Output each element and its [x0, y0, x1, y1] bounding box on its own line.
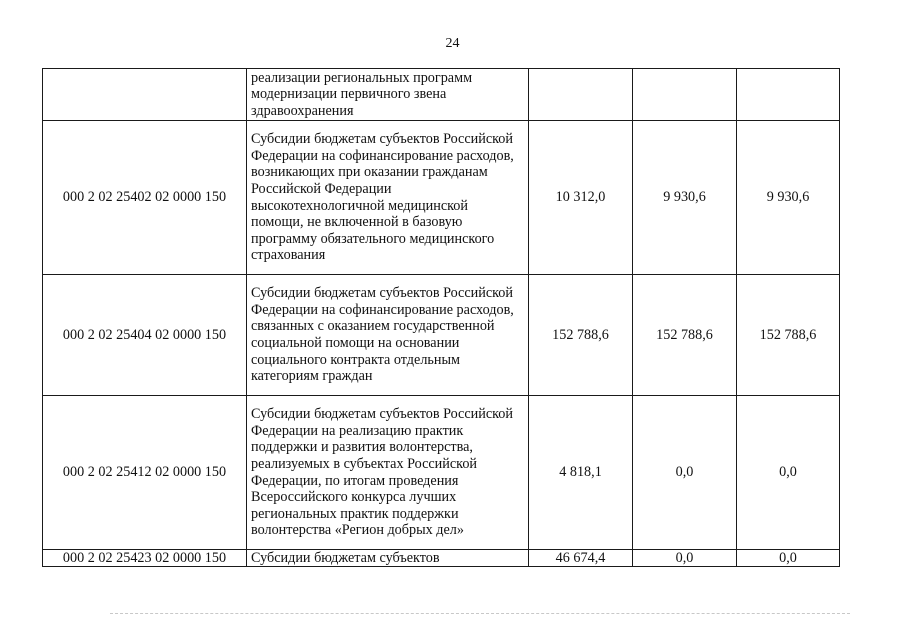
amount-cell-2: 152 788,6 [633, 275, 737, 396]
classification-code-cell: 000 2 02 25412 02 0000 150 [43, 396, 247, 550]
amount-cell-1 [529, 69, 633, 121]
amount-cell-1: 46 674,4 [529, 550, 633, 567]
table-row [43, 550, 840, 567]
table-row [43, 396, 840, 550]
amount-cell-3: 152 788,6 [737, 275, 840, 396]
amount-cell-2: 0,0 [633, 550, 737, 567]
amount-cell-1: 10 312,0 [529, 121, 633, 275]
scan-artifact-line [110, 613, 850, 614]
classification-code-cell [43, 69, 247, 121]
page-number: 24 [445, 36, 460, 51]
income-name-cell: Субсидии бюджетам субъектов [247, 550, 529, 567]
amount-cell-2: 0,0 [633, 396, 737, 550]
amount-cell-3: 0,0 [737, 550, 840, 567]
classification-code-cell: 000 2 02 25402 02 0000 150 [43, 121, 247, 275]
table-row [43, 121, 840, 275]
amount-cell-3: 9 930,6 [737, 121, 840, 275]
classification-code-cell: 000 2 02 25423 02 0000 150 [43, 550, 247, 567]
table-row [43, 69, 840, 121]
amount-cell-2 [633, 69, 737, 121]
amount-cell-1: 152 788,6 [529, 275, 633, 396]
income-name-cell: реализации региональных программ модернизации первичного звена здравоохранения [247, 69, 529, 121]
amount-cell-3 [737, 69, 840, 121]
amount-cell-1: 4 818,1 [529, 396, 633, 550]
budget-table [42, 68, 840, 567]
income-name-cell: Субсидии бюджетам субъектов Российской Федерации на софинансирование расходов, связанных с оказанием государственной социальной помощи на основании социального контракта отдельным категориям граждан [247, 275, 529, 396]
table-row [43, 275, 840, 396]
amount-cell-3: 0,0 [737, 396, 840, 550]
classification-code-cell: 000 2 02 25404 02 0000 150 [43, 275, 247, 396]
income-name-cell: Субсидии бюджетам субъектов Российской Федерации на реализацию практик поддержки и развития волонтерства, реализуемых в субъектах Российской Федерации, по итогам проведения Всероссийского конкурса лучших региональных практик поддержки волонтерства «Регион добрых дел» [247, 396, 529, 550]
income-name-cell: Субсидии бюджетам субъектов Российской Федерации на софинансирование расходов, возникающих при оказании гражданам Российской Федерации высокотехнологичной медицинской помощи, не включенной в базовую программу обязательного медицинского страхования [247, 121, 529, 275]
amount-cell-2: 9 930,6 [633, 121, 737, 275]
